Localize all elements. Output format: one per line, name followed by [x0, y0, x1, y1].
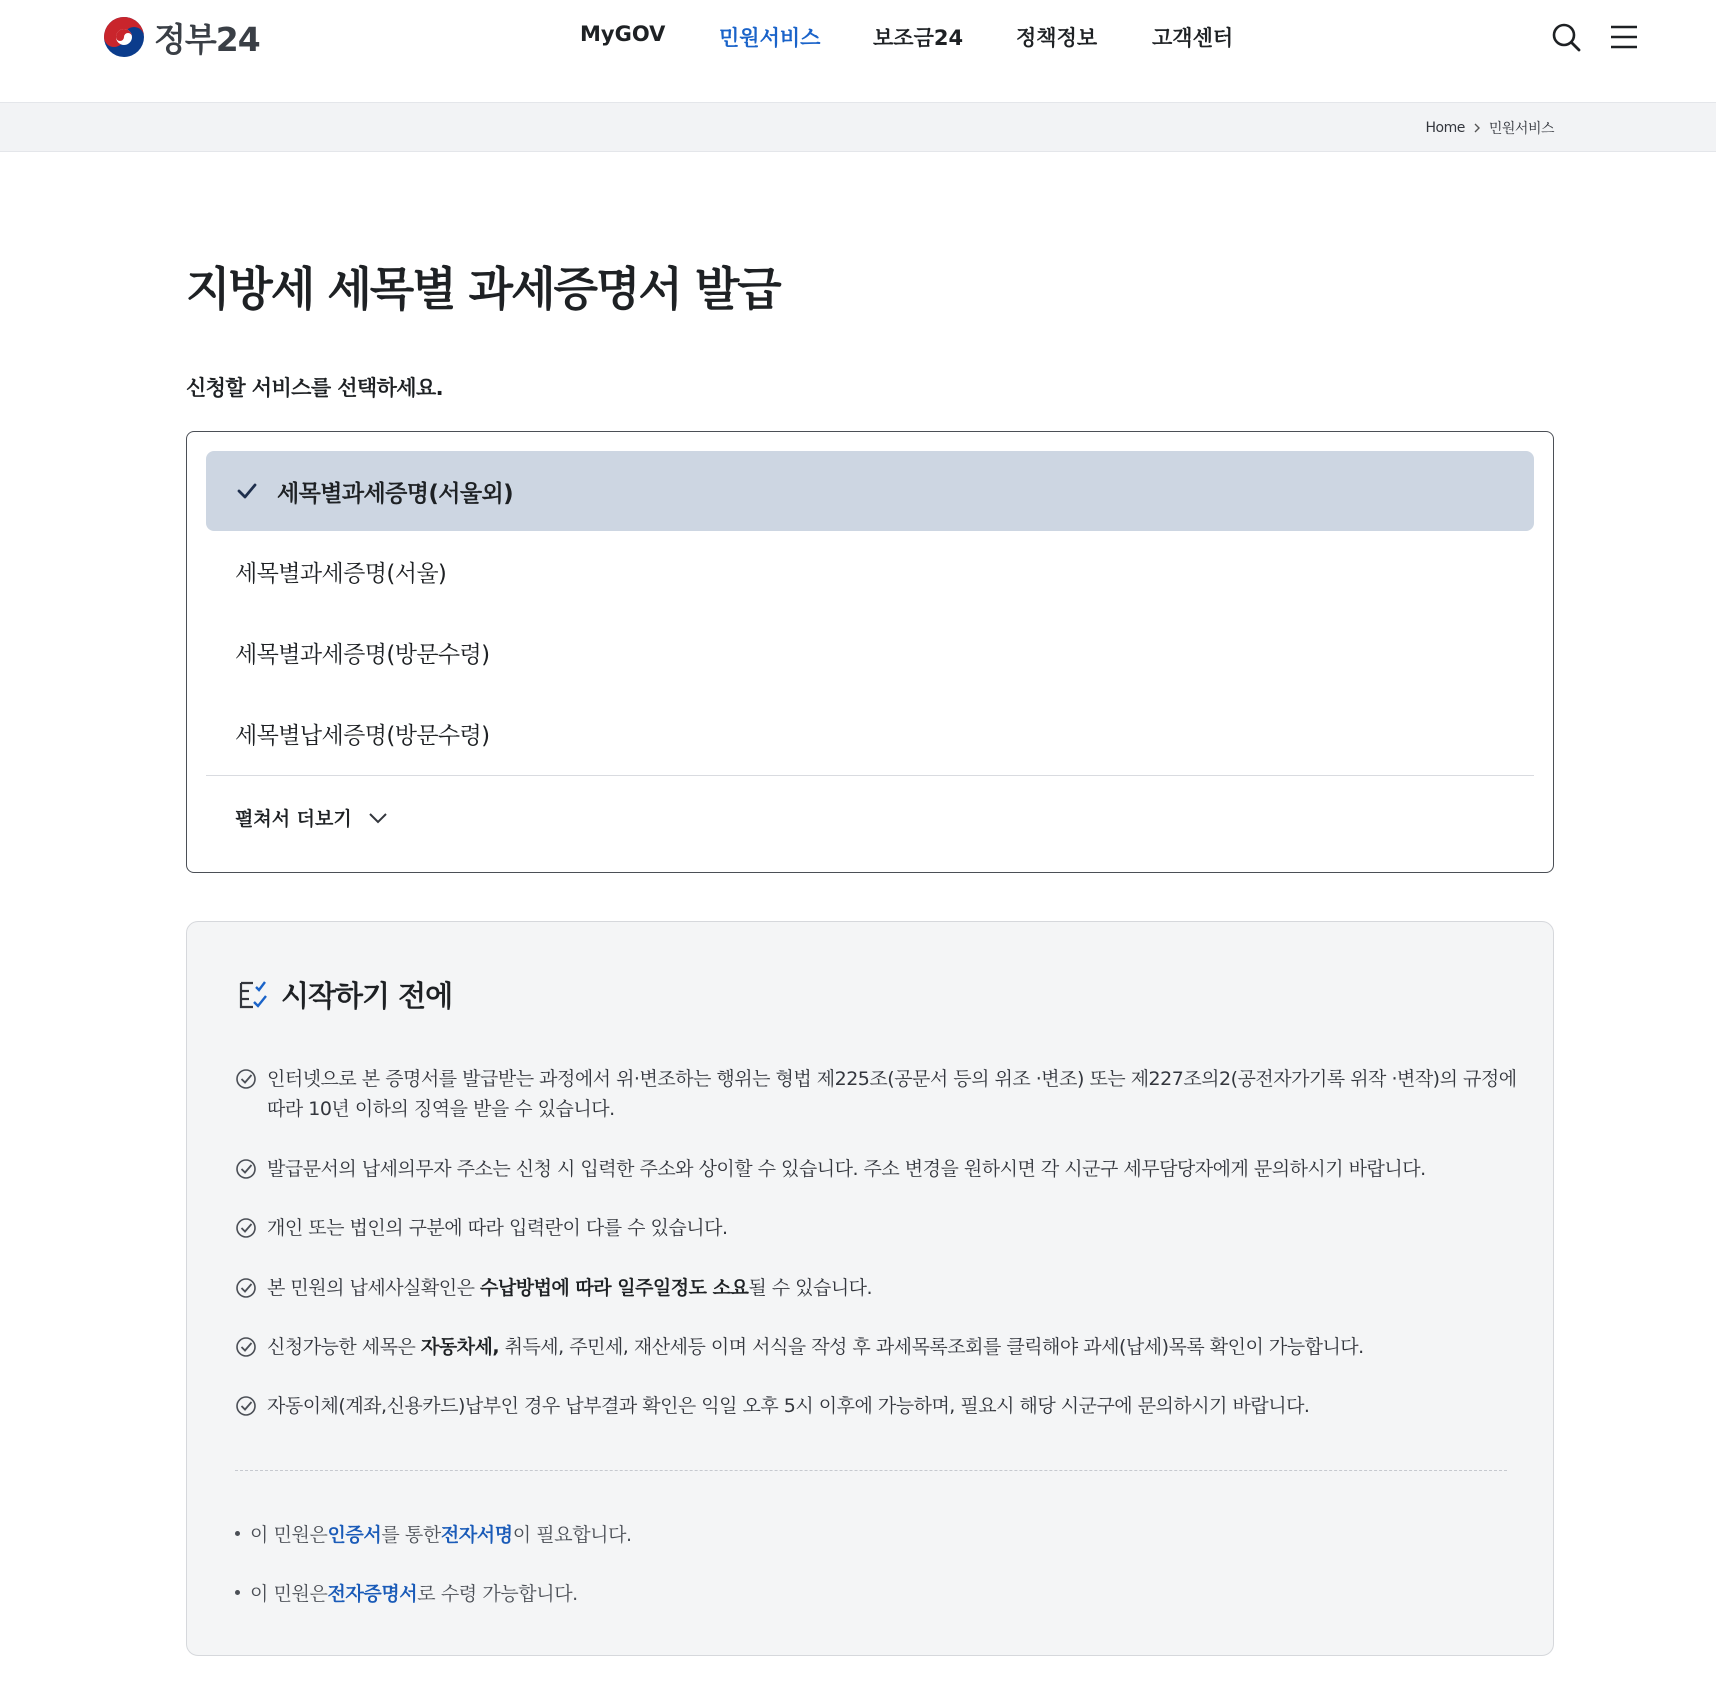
- check-circle-icon: [235, 1158, 257, 1180]
- checklist-icon: [237, 977, 269, 1013]
- bullet-icon: [235, 1531, 240, 1536]
- notice-item: [235, 1213, 1525, 1243]
- service-option-label: 세목별과세증명(방문수령): [235, 641, 490, 668]
- service-option-visit-pickup[interactable]: [206, 612, 1534, 692]
- nav-mygov[interactable]: MyGOV: [580, 22, 666, 46]
- breadcrumb-home[interactable]: Home: [1425, 120, 1465, 136]
- logo-text: 정부24: [154, 19, 260, 59]
- bullet-icon: [235, 1590, 240, 1595]
- chevron-right-icon: [1472, 122, 1482, 134]
- notice-text-part: 될 수 있습니다.: [748, 1277, 873, 1299]
- breadcrumb-bar: [0, 103, 1716, 152]
- notice-item: [235, 1273, 1525, 1303]
- chevron-down-icon: [368, 812, 388, 824]
- check-circle-icon: [235, 1336, 257, 1358]
- notice-text: 자동이체(계좌,신용카드)납부인 경우 납부결과 확인은 익일 오후 5시 이후에 가능하며, 필요시 해당 시군구에 문의하시기 바랍니다.: [267, 1395, 1310, 1417]
- requirement-note: [235, 1579, 578, 1606]
- search-icon[interactable]: [1549, 20, 1583, 54]
- check-icon: [235, 479, 259, 503]
- note-text: 로 수령 가능합니다.: [417, 1583, 578, 1605]
- notice-item: [235, 1064, 1525, 1124]
- check-circle-icon: [235, 1217, 257, 1239]
- service-selector: [186, 431, 1554, 873]
- note-text: 를 통한: [381, 1524, 441, 1546]
- service-option-label: 세목별과세증명(서울외): [277, 480, 514, 507]
- nav-civil-service[interactable]: 민원서비스: [719, 26, 821, 50]
- check-circle-icon: [235, 1068, 257, 1090]
- service-option-tax-payment-visit[interactable]: [206, 693, 1534, 773]
- check-circle-icon: [235, 1277, 257, 1299]
- notice-item: [235, 1391, 1525, 1421]
- service-option-label: 세목별납세증명(방문수령): [235, 722, 490, 749]
- note-highlight: 전자증명서: [327, 1583, 418, 1605]
- divider: [206, 775, 1534, 776]
- menu-icon[interactable]: [1607, 20, 1641, 54]
- service-option-seoul-outside[interactable]: [206, 451, 1534, 531]
- note-highlight: 전자서명: [440, 1524, 513, 1546]
- note-text: 이 필요합니다.: [512, 1524, 632, 1546]
- service-option-label: 세목별과세증명(서울): [235, 560, 447, 587]
- expand-more-label: 펼쳐서 더보기: [235, 808, 352, 830]
- notice-text: [267, 1064, 1517, 1124]
- taegeuk-logo-icon: [102, 15, 146, 59]
- nav-policy-info[interactable]: 정책정보: [1016, 26, 1098, 50]
- nav-customer-center[interactable]: 고객센터: [1152, 26, 1234, 50]
- select-prompt: 신청할 서비스를 선택하세요.: [186, 376, 444, 400]
- notice-text: 개인 또는 법인의 구분에 따라 입력란이 다를 수 있습니다.: [267, 1217, 728, 1239]
- site-header: [0, 0, 1716, 103]
- notice-item: [235, 1332, 1525, 1362]
- notice-text-line: 따라 10년 이하의 징역을 받을 수 있습니다.: [267, 1098, 615, 1120]
- service-option-seoul[interactable]: [206, 531, 1534, 611]
- note-text: 이 민원은: [250, 1524, 328, 1546]
- breadcrumb: [1426, 118, 1554, 138]
- notice-text-part: 취득세, 주민세, 재산세등 이며 서식을 작성 후 과세목록조회를 클릭해야 과세(납세)목록 확인이 가능합니다.: [499, 1336, 1364, 1358]
- notice-text-bold: 자동차세,: [420, 1336, 500, 1358]
- note-highlight: 인증서: [327, 1524, 382, 1546]
- logo[interactable]: [102, 14, 260, 60]
- dashed-divider: [235, 1470, 1507, 1471]
- notice-text: [267, 1332, 1364, 1362]
- nav-subsidy24[interactable]: 보조금24: [873, 26, 964, 50]
- before-start-header: [237, 974, 452, 1015]
- check-circle-icon: [235, 1395, 257, 1417]
- notice-text: [267, 1273, 872, 1303]
- notice-item: [235, 1154, 1525, 1184]
- notice-text-bold: 수납방법에 따라 일주일정도 소요: [480, 1277, 749, 1299]
- requirement-note: [235, 1520, 632, 1547]
- before-start-title: 시작하기 전에: [281, 979, 453, 1013]
- notice-text-line: 인터넷으로 본 증명서를 발급받는 과정에서 위·변조하는 행위는 형법 제225조(공문서 등의 위조 ·변조) 또는 제227조의2(공전자가기록 위작 ·변작)의 규정에: [267, 1068, 1517, 1090]
- notice-text-part: 신청가능한 세목은: [267, 1336, 421, 1358]
- expand-more-button[interactable]: [235, 804, 388, 831]
- before-start-panel: [186, 921, 1554, 1656]
- breadcrumb-current[interactable]: 민원서비스: [1488, 121, 1554, 137]
- notice-text-part: 본 민원의 납세사실확인은: [267, 1277, 481, 1299]
- notice-text: 발급문서의 납세의무자 주소는 신청 시 입력한 주소와 상이할 수 있습니다. 주소 변경을 원하시면 각 시군구 세무담당자에게 문의하시기 바랍니다.: [267, 1158, 1426, 1180]
- page-title: 지방세 세목별 과세증명서 발급: [186, 262, 780, 316]
- note-text: 이 민원은: [250, 1583, 328, 1605]
